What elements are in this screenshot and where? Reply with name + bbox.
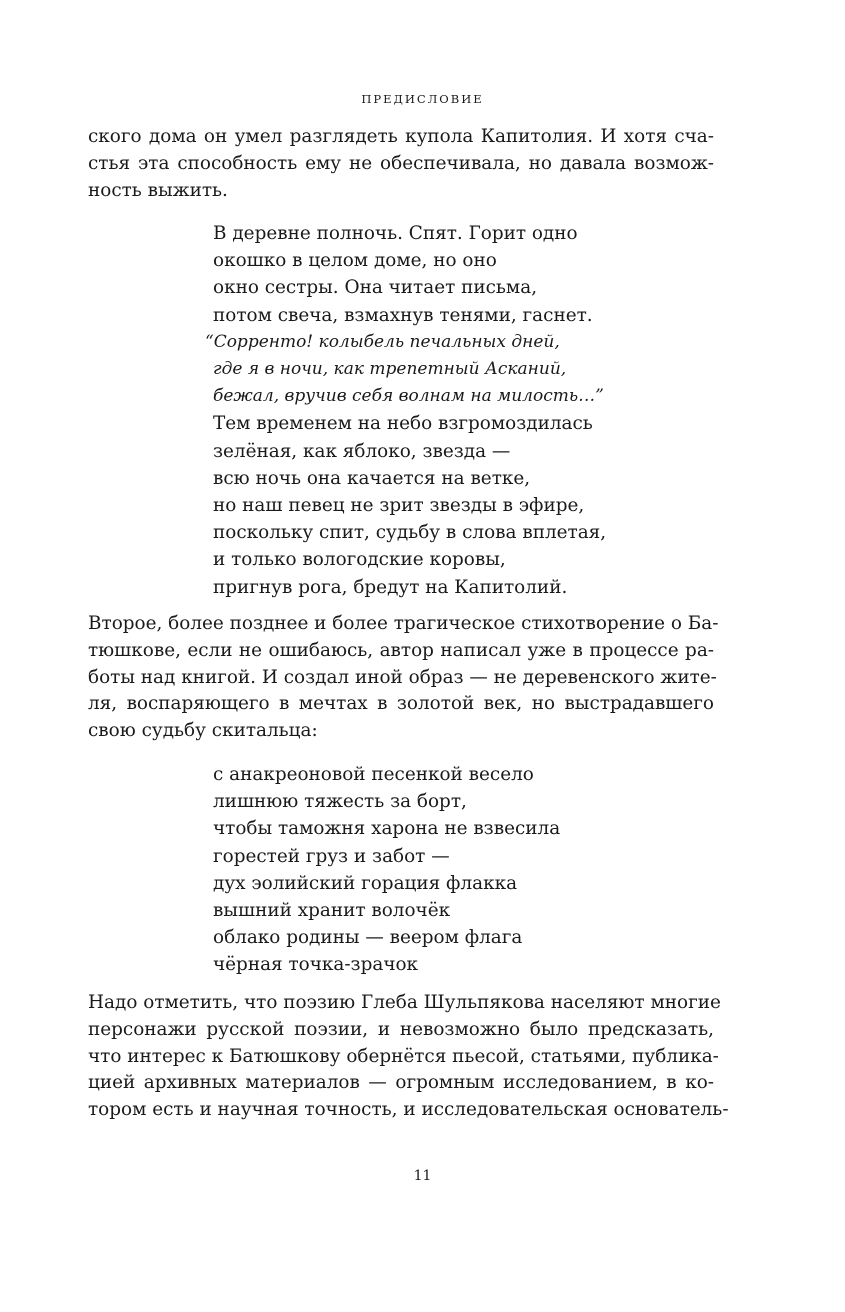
poem-1 xyxy=(205,220,607,601)
running-head: ПРЕДИСЛОВИЕ xyxy=(361,92,484,106)
verse-line: потом свеча, взмахнув тенями, гаснет. xyxy=(213,304,593,326)
verse-line: зелёная, как яблоко, звезда — xyxy=(213,440,511,462)
paragraph-line: Второе, более позднее и более трагическое стихотворение о Ба- xyxy=(88,613,719,634)
verse-line: окно сестры. Она читает письма, xyxy=(213,277,538,299)
verse-line: лишнюю тяжесть за борт, xyxy=(213,791,467,813)
paragraph-line: Надо отметить, что поэзию Глеба Шульпякова населяют многие xyxy=(88,992,721,1013)
paragraph-line: свою судьбу скитальца: xyxy=(88,720,318,742)
verse-line: горестей груз и забот — xyxy=(213,845,450,867)
verse-line: и только вологодские коровы, xyxy=(213,549,506,571)
paragraph-line: ность выжить. xyxy=(88,179,228,201)
verse-line: дух эолийский горация флакка xyxy=(213,872,518,894)
paragraph-line: персонажи русской поэзии, и невозможно было предсказать, xyxy=(88,1018,714,1040)
verse-line: вышний хранит волочёк xyxy=(213,900,451,922)
verse-line: но наш певец не зрит звезды в эфире, xyxy=(213,495,585,517)
verse-line: чтобы таможня харона не взвесила xyxy=(213,818,561,840)
verse-line: всю ночь она качается на ветке, xyxy=(213,467,531,489)
verse-line: облако родины — веером флага xyxy=(213,927,523,949)
paragraph-line: что интерес к Батюшкову обернётся пьесой, статьями, публика- xyxy=(88,1045,719,1067)
verse-line-quote: “Сорренто! колыбель печальных дней, xyxy=(205,331,560,352)
verse-line: с анакреоновой песенкой весело xyxy=(213,764,534,785)
paragraph-1 xyxy=(88,124,714,204)
paragraph-2 xyxy=(88,611,719,745)
verse-line: В деревне полночь. Спят. Горит одно xyxy=(213,223,578,244)
verse-line: пригнув рога, бредут на Капитолий. xyxy=(213,576,568,598)
verse-line: окошко в целом доме, но оно xyxy=(213,250,497,272)
verse-line-quote: бежал, вручив себя волнам на милость…” xyxy=(213,386,604,407)
verse-line-quote: где я в ночи, как трепетный Асканий, xyxy=(213,359,567,380)
verse-line: чёрная точка-зрачок xyxy=(213,954,419,976)
paragraph-line: боты над книгой. И создал иной образ — не деревенского жите- xyxy=(88,666,717,688)
paragraph-line: тюшкове, если не ошибаюсь, автор написал уже в процессе ра- xyxy=(88,639,714,661)
paragraph-line: цией архивных материалов — огромным исследованием, в ко- xyxy=(88,1072,714,1094)
paragraph-line: ского дома он умел разглядеть купола Капитолия. И хотя сча- xyxy=(88,126,714,147)
paragraph-line: стья эта способность ему не обеспечивала, но давала возмож- xyxy=(88,152,714,174)
poem-2 xyxy=(213,761,560,979)
paragraph-line: тором есть и научная точность, и исследовательская основатель- xyxy=(88,1099,729,1121)
page-number: 11 xyxy=(413,1168,432,1184)
paragraph-line: ля, воспаряющего в мечтах в золотой век, но выстрадавшего xyxy=(88,693,714,715)
paragraph-3 xyxy=(88,990,729,1124)
verse-line: поскольку спит, судьбу в слова вплетая, xyxy=(213,522,607,544)
verse-line: Тем временем на небо взгромоздилась xyxy=(213,413,593,435)
